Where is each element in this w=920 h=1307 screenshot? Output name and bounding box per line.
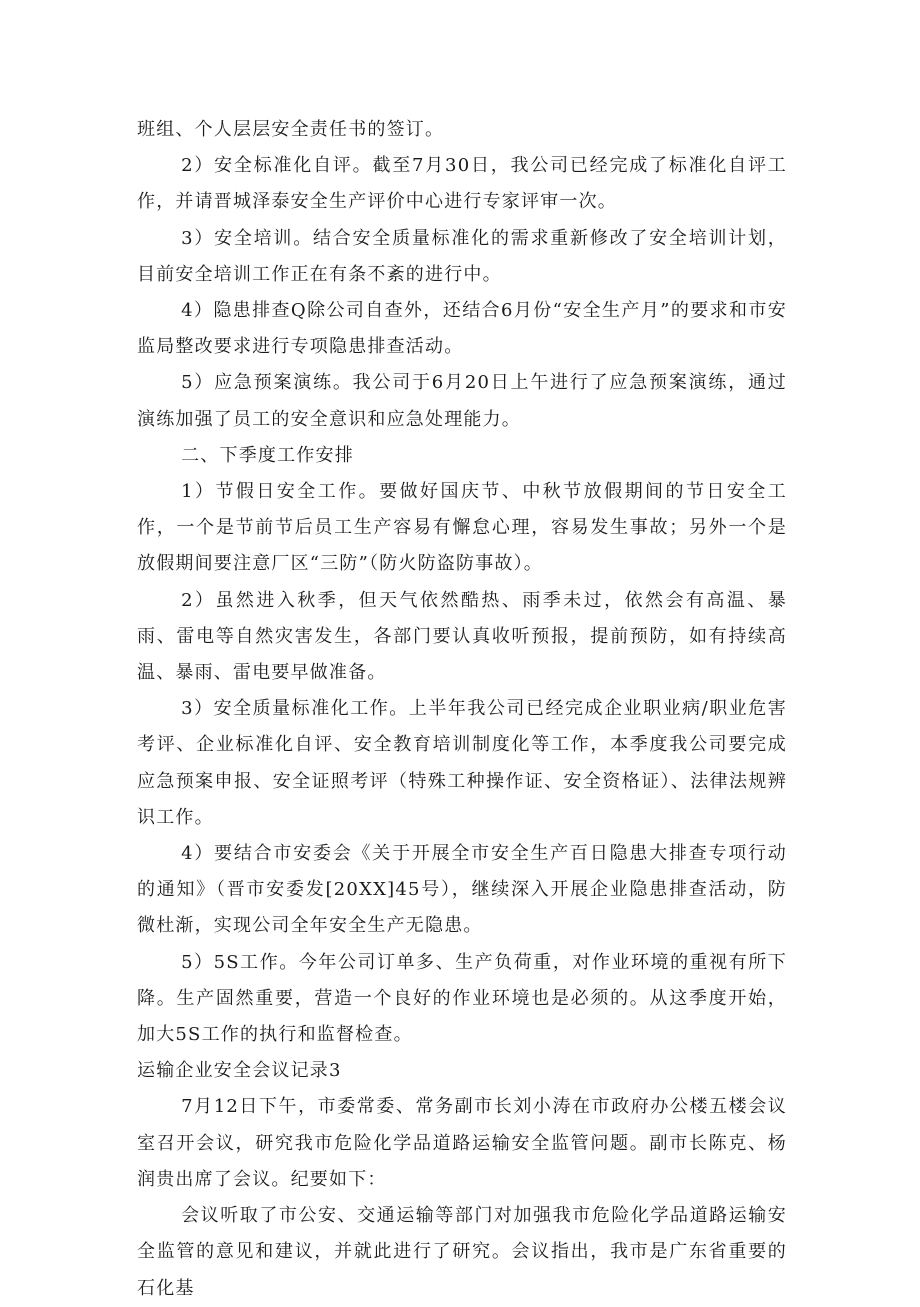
paragraph-item: 4）隐患排查Q除公司自查外，还结合6月份“安全生产月”的要求和市安监局整改要求进行专项隐患排查活动。 (137, 300, 787, 358)
paragraph-item: 7月12日下午，市委常委、常务副市长刘小涛在市政府办公楼五楼会议室召开会议，研究我市危险化学品道路运输安全监管问题。副市长陈克、杨润贵出席了会议。纪要如下： (137, 1096, 787, 1190)
paragraph-item: 5）5S工作。今年公司订单多、生产负荷重，对作业环境的重视有所下降。生产固然重要，营造一个良好的作业环境也是必须的。从这季度开始，加大5S工作的执行和监督检查。 (137, 951, 787, 1046)
paragraph-item: 4）要结合市安委会《关于开展全市安全生产百日隐患大排查专项行动的通知》（晋市安委发[20XX]45号），继续深入开展企业隐患排查活动，防微杜渐，实现公司全年安全生产无隐患。 (137, 843, 787, 937)
paragraph-continuation: 班组、个人层层安全责任书的签订。 (137, 119, 445, 140)
paragraph-item: 2）虽然进入秋季，但天气依然酷热、雨季未过，依然会有高温、暴雨、雷电等自然灾害发生，各部门要认真收听预报，提前预防，如有持续高温、暴雨、雷电要早做准备。 (137, 589, 787, 684)
paragraph-item: 5）应急预案演练。我公司于6月20日上午进行了应急预案演练，通过演练加强了员工的安全意识和应急处理能力。 (137, 372, 787, 430)
paragraph-item: 会议听取了市公安、交通运输等部门对加强我市危险化学品道路运输安全监管的意见和建议，并就此进行了研究。会议指出，我市是广东省重要的石化基 (137, 1205, 787, 1299)
paragraph-item: 1）节假日安全工作。要做好国庆节、中秋节放假期间的节日安全工作，一个是节前节后员工生产容易有懈怠心理，容易发生事故；另外一个是放假期间要注意厂区“三防”（防火防盗防事故）。 (137, 481, 787, 575)
paragraph-item: 3）安全质量标准化工作。上半年我公司已经完成企业职业病/职业危害考评、企业标准化自评、安全教育培训制度化等工作，本季度我公司要完成应急预案申报、安全证照考评（特殊工种操作证、安全资格证）、法律法规辨识工作。 (137, 698, 787, 828)
section-heading: 二、下季度工作安排 (181, 444, 354, 466)
paragraph-item: 2）安全标准化自评。截至7月30日，我公司已经完成了标准化自评工作，并请晋城泽泰安全生产评价中心进行专家评审一次。 (137, 155, 787, 213)
document-body (137, 112, 787, 1307)
document-title: 运输企业安全会议记录3 (137, 1060, 342, 1082)
paragraph-item: 3）安全培训。结合安全质量标准化的需求重新修改了安全培训计划，目前安全培训工作正在有条不紊的进行中。 (137, 227, 787, 285)
